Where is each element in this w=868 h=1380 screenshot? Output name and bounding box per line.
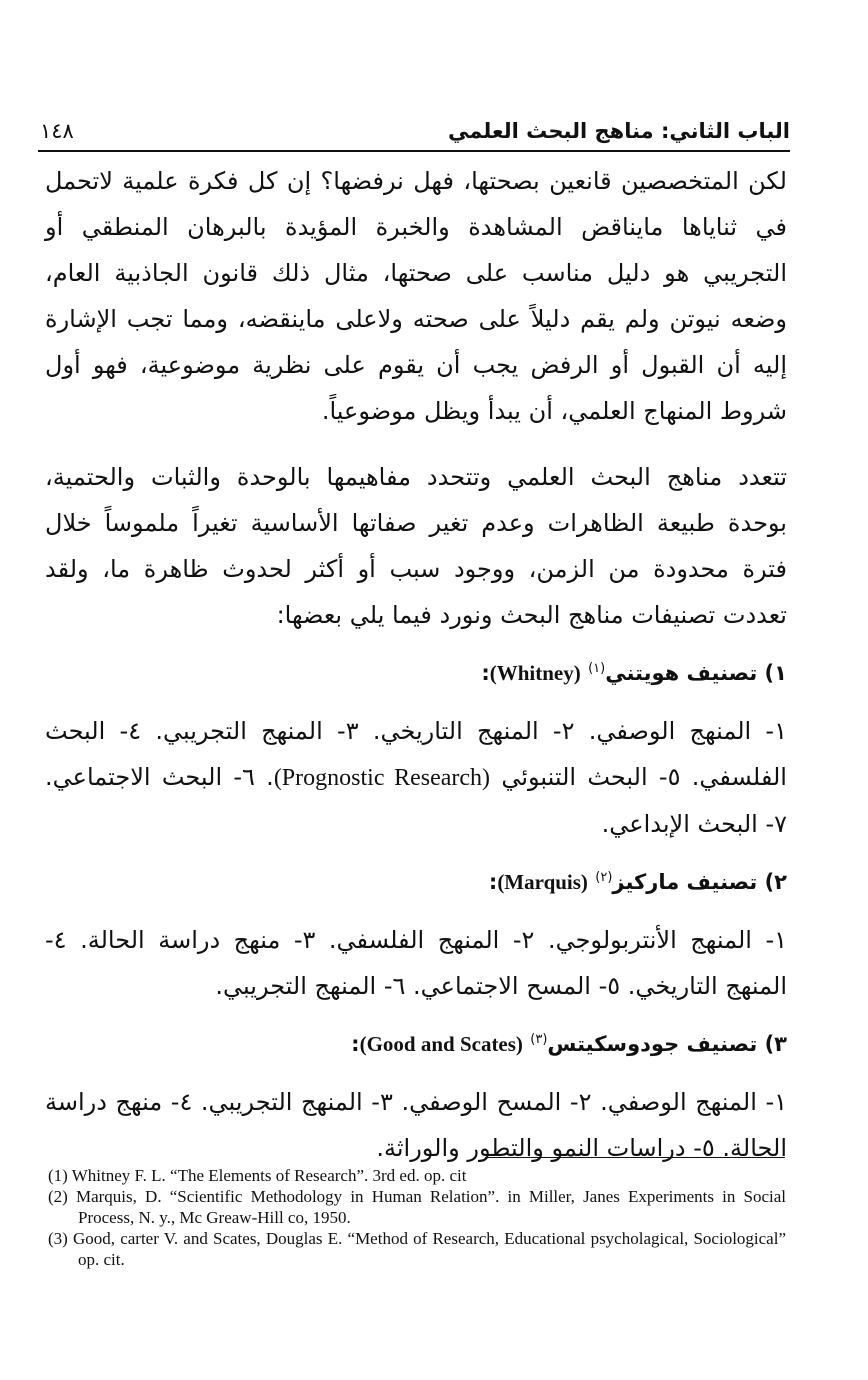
footnote-ref: (٣) — [530, 1032, 548, 1047]
list-text: ١- المنهج الوصفي. ٢- المنهج التاريخي. ٣- المنهج التجريبي. ٤- البحث الفلسفي. ٥- البحث التنبوئي — [45, 717, 787, 791]
latin-name: (Marquis) — [497, 870, 588, 894]
footnote-1: (1) Whitney F. L. “The Elements of Research”. 3rd ed. op. cit — [48, 1166, 467, 1185]
footnotes — [48, 1165, 786, 1270]
classification-list-marquis: ١- المنهج الأنتربولوجي. ٢- المنهج الفلسفي. ٣- منهج دراسة الحالة. ٤- المنهج التاريخي. ٥- المسح الاجتماعي. ٦- المنهج التجريبي. — [45, 926, 787, 1000]
paragraph-methods: تتعدد مناهج البحث العلمي وتتحدد مفاهيمها بالوحدة والثبات والحتمية، بوحدة طبيعة الظاهرات وعدم تغير صفاتها الأساسية تغيراً ملموساً خلال فترة محدودة من الزمن، ووجود سبب أو أكثر لحدوث ظاهرة ما، ولقد تعددت تصنيفات مناهج البحث ونورد فيما يلي بعضها: — [45, 463, 787, 629]
classification-heading-whitney — [45, 646, 787, 696]
classification-list-whitney — [45, 708, 787, 847]
heading-colon: : — [488, 870, 498, 894]
footnote-ref: (١) — [588, 661, 606, 676]
classification-heading-marquis — [45, 855, 787, 905]
footnote-3: (3) Good, carter V. and Scates, Douglas E. “Method of Research, Educational psycholagical, Sociological” op. cit. — [48, 1229, 786, 1269]
footnote-2: (2) Marquis, D. “Scientific Methodology in Human Relation”. in Miller, Janes Experiments in Social Process, N. y., Mc Greaw-Hill co, 1950. — [48, 1187, 786, 1227]
latin-name: (Whitney) — [489, 661, 581, 685]
page-number: ١٤٨ — [40, 119, 74, 143]
latin-term: (Prognostic Research) — [273, 765, 491, 791]
classification-title: ٢) تصنيف ماركيز — [612, 870, 787, 894]
latin-name: (Good and Scates) — [359, 1032, 523, 1056]
heading-colon: : — [351, 1032, 360, 1056]
footnote-ref: (٢) — [595, 870, 613, 885]
heading-colon: : — [481, 661, 490, 685]
list-text-continued: . ٦- البحث الاجتماعي. ٧- البحث الإبداعي. — [45, 763, 787, 838]
main-text — [45, 158, 787, 1171]
classification-heading-good-scates — [45, 1017, 787, 1067]
classification-title: ٣) تصنيف جودوسكيتس — [547, 1032, 787, 1056]
header-divider — [38, 150, 790, 152]
paragraph-intro: لكن المتخصصين قانعين بصحتها، فهل نرفضها؟ إن كل فكرة علمية لاتحمل في ثناياها مايناقض المشاهدة والخبرة المؤيدة بالبرهان المنطقي أو التجريبي هو دليل مناسب على صحتها، مثال ذلك قانون الجاذبية العام، وضعه نيوتن ولم يقم دليلاً على صحته ولاعلى ماينقضه، ومما تجب الإشارة إليه أن القبول أو الرفض يجب أن يقوم على نظرية موضوعية، فهو أول شروط المنهاج العلمي، أن يبدأ ويظل موضوعياً. — [45, 167, 787, 425]
footnote-divider — [485, 1157, 785, 1158]
running-header — [40, 112, 790, 146]
classification-title: ١) تصنيف هويتني — [605, 661, 787, 685]
classification-list-good-scates: ١- المنهج الوصفي. ٢- المسح الوصفي. ٣- المنهج التجريبي. ٤- منهج دراسة الحالة. ٥- دراسات النمو والتطور والوراثة. — [45, 1088, 788, 1162]
chapter-title: الباب الثاني: مناهج البحث العلمي — [448, 119, 790, 143]
